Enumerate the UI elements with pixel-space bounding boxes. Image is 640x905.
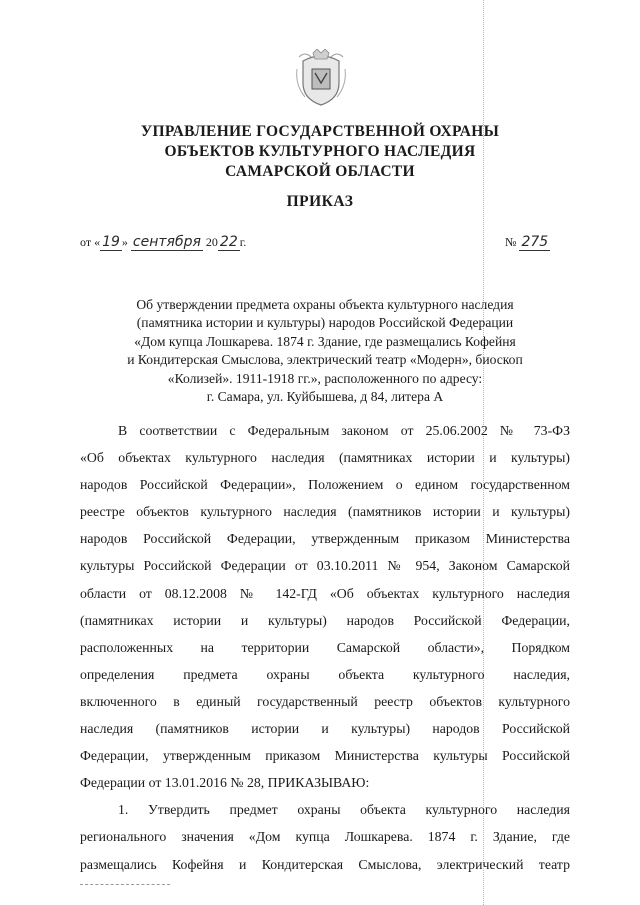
body-line: регионального значения «Дом купца Лошкарева. 1874 г. Здание, где <box>80 829 570 845</box>
body-line: В соответствии с Федеральным законом от 25.06.2002 № 73-ФЗ <box>118 423 570 438</box>
body-line: (памятниках истории и культуры) народов Российской Федерации, <box>80 612 570 628</box>
order-date <box>80 234 246 250</box>
body-line: расположенных на территории Самарской области», Порядком <box>80 639 570 655</box>
date-mid: » <box>121 235 128 249</box>
coat-of-arms-icon <box>293 49 349 107</box>
body-line: народов Российской Федерации, утвержденным приказом Министерства <box>80 531 570 547</box>
order-subject <box>80 296 570 406</box>
footer-mark <box>80 884 170 885</box>
order-body <box>80 417 570 878</box>
body-line: Федерации, утвержденным приказом Министерства культуры Российской <box>80 748 570 764</box>
org-line: УПРАВЛЕНИЕ ГОСУДАРСТВЕННОЙ ОХРАНЫ <box>140 123 500 140</box>
org-line: САМАРСКОЙ ОБЛАСТИ <box>225 163 415 180</box>
body-line: культуры Российской Федерации от 03.10.2011 № 954, Законом Самарской <box>80 558 570 574</box>
body-line: Федерации от 13.01.2016 № 28, ПРИКАЗЫВАЮ: <box>80 775 370 791</box>
date-prefix: от « <box>80 235 101 249</box>
subject-line: и Кондитерская Смыслова, электрический театр «Модерн», биоскоп <box>127 352 523 368</box>
body-line: размещались Кофейня и Кондитерская Смыслова, электрический театр <box>80 856 570 872</box>
number-value: 275 <box>521 234 549 250</box>
body-line: народов Российской Федерации», Положением о едином государственном <box>80 477 570 493</box>
order-number <box>505 234 550 250</box>
date-year-prefix: 20 <box>205 235 218 249</box>
subject-line: «Дом купца Лошкарева. 1874 г. Здание, где размещались Кофейня <box>134 333 516 349</box>
body-line: реестре объектов культурного наследия (памятников истории и культуры) <box>80 504 570 520</box>
body-line: области от 08.12.2008 № 142-ГД «Об объектах культурного наследия <box>80 585 570 601</box>
body-line: включенного в единый государственный реестр объектов культурного <box>80 693 570 709</box>
order-title: ПРИКАЗ <box>286 193 354 210</box>
date-day: 19 <box>102 234 120 250</box>
date-year: 22 <box>219 234 238 250</box>
subject-line: г. Самара, ул. Куйбышева, д 84, литера А <box>206 389 444 405</box>
body-line: «Об объектах культурного наследия (памятниках истории и культуры) <box>80 450 570 466</box>
subject-line: «Колизей». 1911-1918 гг.», расположенного по адресу: <box>167 370 483 386</box>
organization-title <box>60 122 580 182</box>
body-line: наследия (памятников истории и культуры) народов Российской <box>80 721 570 737</box>
body-line: 1. Утвердить предмет охраны объекта культурного наследия <box>118 802 570 818</box>
org-line: ОБЪЕКТОВ КУЛЬТУРНОГО НАСЛЕДИЯ <box>164 143 476 160</box>
date-month: сентября <box>132 234 201 250</box>
subject-line: (памятника истории и культуры) народов Российской Федерации <box>136 315 514 331</box>
date-suffix: г. <box>239 235 247 249</box>
number-prefix: № <box>505 235 517 249</box>
body-line: определения предмета охраны объекта культурного наследия, <box>80 666 570 682</box>
subject-line: Об утверждении предмета охраны объекта культурного наследия <box>136 297 514 312</box>
